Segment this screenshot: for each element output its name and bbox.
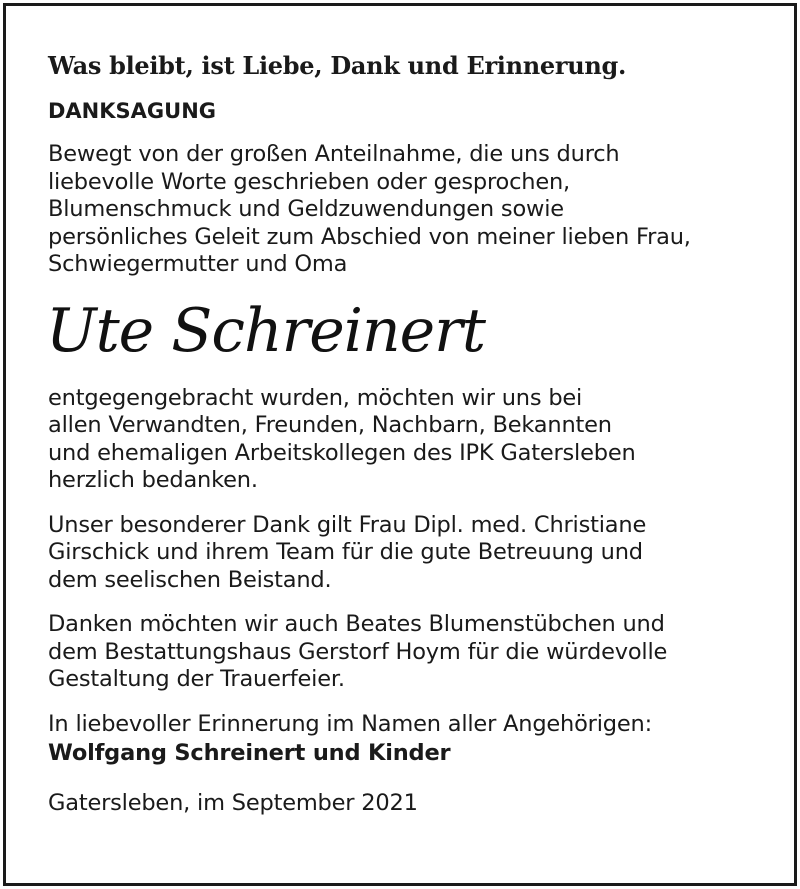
signatory: Wolfgang Schreinert und Kinder	[48, 740, 451, 766]
thanks-services-paragraph: Danken möchten wir auch Beates Blumenstübchen und dem Bestattungshaus Gerstorf Hoym für die würdevolle Gestaltung der Trauerfeier.	[48, 611, 668, 692]
deceased-name-block	[48, 287, 768, 383]
deceased-name: Ute Schreinert	[46, 295, 485, 366]
place-date: Gatersleben, im September 2021	[48, 790, 418, 816]
thanks-doctor-paragraph: Unser besonderer Dank gilt Frau Dipl. med. Christiane Girschick und ihrem Team für die gute Betreuung und dem seelischen Beistand.	[48, 511, 647, 593]
notice-frame	[3, 3, 797, 886]
remembrance-line: In liebevoller Erinnerung im Namen aller Angehörigen:	[48, 710, 652, 737]
thanks-general-paragraph: entgegengebracht wurden, möchten wir uns bei allen Verwandten, Freunden, Nachbarn, Bekannten und ehemaligen Arbeitskollegen des IPK Gatersleben herzlich bedanken.	[48, 384, 636, 493]
notice-content	[48, 48, 768, 818]
motto: Was bleibt, ist Liebe, Dank und Erinnerung.	[48, 51, 627, 80]
heading: DANKSAGUNG	[48, 99, 217, 123]
intro-paragraph: Bewegt von der großen Anteilnahme, die uns durch liebevolle Worte geschrieben oder gesprochen, Blumenschmuck und Geldzuwendungen sowie persönliches Geleit zum Abschied von meiner lieben Frau, Schwiegermutter und Oma	[48, 141, 691, 277]
